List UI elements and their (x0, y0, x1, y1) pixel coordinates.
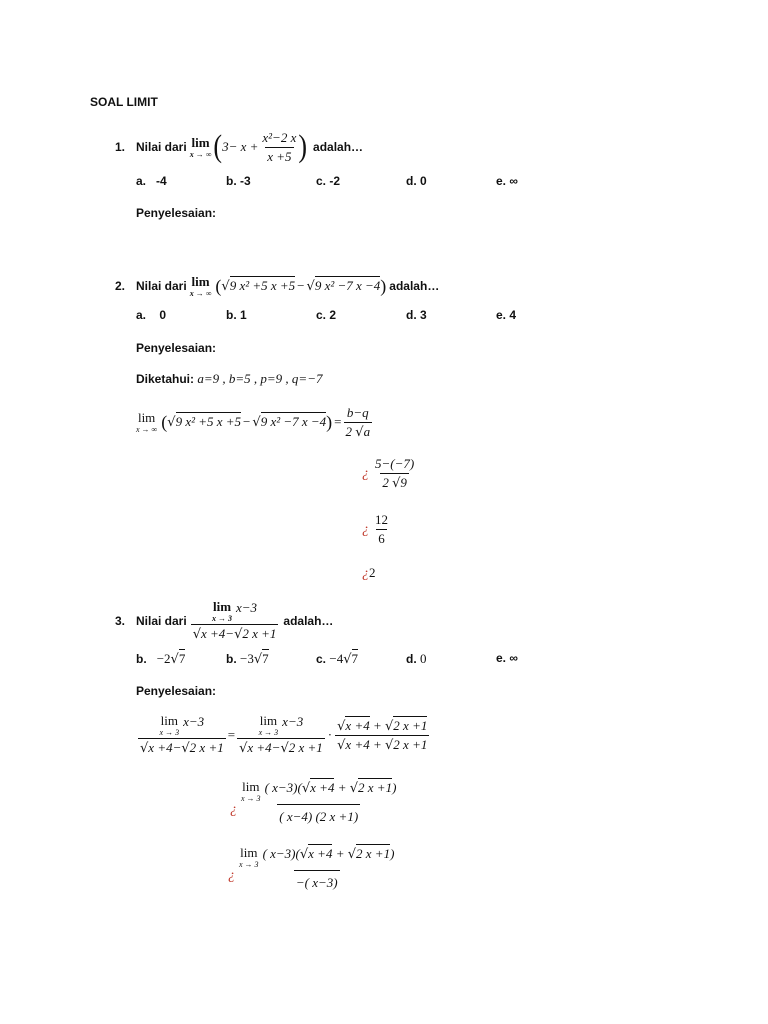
q1-solution-label: Penyelesaian: (136, 206, 217, 220)
q3-option-e: e. ∞ (496, 651, 518, 665)
q2-option-c: c. 2 (316, 308, 337, 322)
q2-suffix: adalah… (389, 279, 440, 293)
q2-step1-rhs: $\frac{b-q}{2 √a}$ (345, 404, 371, 440)
q3-step3: ¿ lim x → 3 ( x−3) (√x +4 + √2 x +1) −( x−3) (228, 845, 395, 890)
q3-step1-mid: lim x → 3 x−3 √x +4−√2 x +1 (239, 713, 323, 756)
q2-root1: √9 x² +5 x +5 (221, 278, 296, 294)
q2-step3: ¿ $\frac{12}{6}$ (362, 512, 388, 546)
q1-option-d: d. 0 (406, 174, 427, 188)
q2-option-d: d. 3 (406, 308, 427, 322)
q3-fraction: lim x → 3 x−3 √x +4−√2 x +1 (192, 599, 277, 642)
q3-step1-lhs: lim x → 3 x−3 √x +4−√2 x +1 (140, 713, 224, 756)
q2-known-label: Diketahui: (136, 372, 195, 386)
q1-option-b: b. -3 (226, 174, 251, 188)
q1-option-e: e. ∞ (496, 174, 518, 188)
q1-question: Nilai dari lim x → ∞ ( 3− x + $\frac{\text{x²−2 x}}{x +5}$ ) adalah… (136, 129, 364, 164)
q3-solution-label: Penyelesaian: (136, 684, 217, 698)
q1-limit: lim x → ∞ (189, 134, 212, 159)
q3-step1-multiplier: $\frac{√x +4 + √2 x +1}{√x +4 + √2 x +1}$ (337, 717, 428, 753)
q2-step2: ¿ $\frac{5-(-7)}{2 √9}$ (362, 456, 415, 491)
q3-prefix: Nilai dari (136, 614, 187, 628)
q2-option-a: a. 0 (136, 308, 167, 322)
q2-solution-label: Penyelesaian: (136, 341, 217, 355)
q3-step2: ¿ lim x → 3 ( x−3) (√x +4 + √2 x +1) ( x−4) (2 x +1) (230, 779, 397, 824)
q2-known-values: a=9 , b=5 , p=9 , q=−7 (197, 371, 323, 386)
q3-option-d: d. 0 (406, 651, 427, 666)
q3-question (136, 596, 333, 646)
q3-number: 3. (115, 614, 126, 628)
q1-expr-lead: 3− x + (222, 139, 259, 154)
q3-option-c: c. −4√7 (316, 651, 358, 667)
q2-known (136, 371, 322, 387)
q2-step4: ¿2 (362, 565, 376, 581)
q2-question: Nilai dari lim x → ∞ ( √9 x² +5 x +5 − √9 x² −7 x −4 ) adalah… (136, 273, 440, 298)
q2-root2: √9 x² −7 x −4 (306, 278, 381, 294)
q1-number: 1. (115, 140, 126, 154)
q2-step1-limit: lim x → ∞ (136, 409, 158, 434)
q1-option-a: a. -4 (136, 174, 167, 188)
q2-option-b: b. 1 (226, 308, 247, 322)
q2-step1: lim x → ∞ ( √9 x² +5 x +5 − √9 x² −7 x −4 ) = $\frac{b-q}{2 √a}$ (136, 404, 371, 440)
q3-suffix: adalah… (283, 614, 334, 628)
q1-suffix: adalah… (313, 140, 364, 154)
q1-fraction: $\frac{\text{x²−2 x}}{x +5}$ (262, 129, 297, 164)
q1-prefix: Nilai dari (136, 140, 187, 154)
q1-option-c: c. -2 (316, 174, 341, 188)
q2-limit: lim x → ∞ (189, 273, 212, 298)
q3-step1: lim x → 3 x−3 √x +4−√2 x +1 = lim x → 3 x−3 √x +4−√2 x +1 · $\frac{√x +4 + √2 x +1}{√x +4 + √2 x +1}$ (140, 713, 428, 756)
q3-option-b: b. −3√7 (226, 651, 269, 667)
q2-number: 2. (115, 279, 126, 293)
q2-prefix: Nilai dari (136, 279, 187, 293)
page-title: SOAL LIMIT (90, 95, 158, 109)
q3-option-a: b. −2√7 (136, 651, 186, 667)
q2-option-e: e. 4 (496, 308, 517, 322)
